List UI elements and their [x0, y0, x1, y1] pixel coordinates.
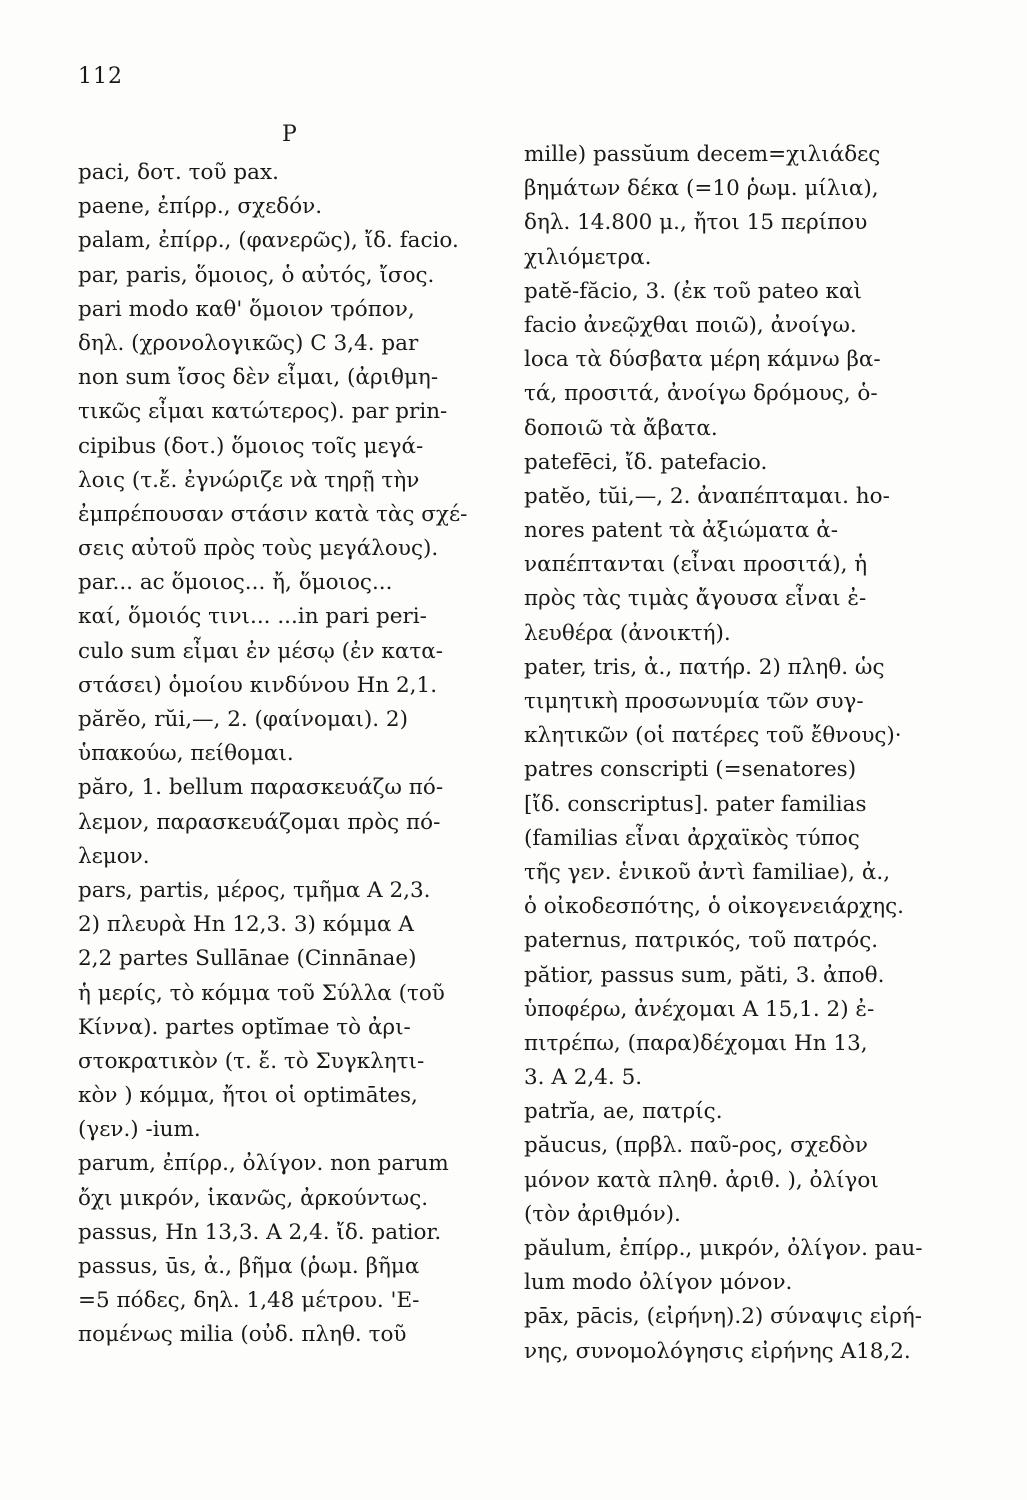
right-column-line: patĕo, tŭi,—, 2. ἀναπέπταμαι. ho-	[524, 483, 890, 509]
left-column-line: λεμον, παρασκευάζομαι πρὸς πό-	[78, 809, 441, 835]
left-column-line: culo sum εἶμαι ἐν μέσῳ (ἐν κατα-	[78, 638, 444, 664]
right-column-line: δοποιῶ τὰ ἄβατα.	[524, 415, 718, 441]
left-column-line: καί, ὅμοιός τινι... ...in pari peri-	[78, 604, 427, 630]
right-column-line: τά, προσιτά, ἀνοίγω δρόμους, ὁ-	[524, 381, 878, 407]
left-column-line: στοκρατικὸν (τ. ἔ. τὸ Συγκλητι-	[78, 1048, 425, 1074]
right-column-line: paternus, πατρικός, τοῦ πατρός.	[524, 928, 879, 954]
right-column-line: patres conscripti (=senatores)	[524, 757, 857, 783]
right-column-line: τιμητικὴ προσωνυμία τῶν συγ-	[524, 689, 864, 714]
right-column	[524, 138, 952, 1369]
right-column-line: πιτρέπω, (παρα)δέχομαι Hn 13,	[524, 1030, 868, 1056]
right-column-line: ναπέπτανται (εἶναι προσιτά), ἡ	[524, 552, 868, 578]
right-column-line: χιλιόμετρα.	[524, 244, 652, 270]
left-column	[78, 156, 498, 1353]
left-column-line: păro, 1. bellum παρασκευάζω πό-	[78, 775, 444, 801]
left-column-line: par... ac ὅμοιος... ἤ, ὅμοιος...	[78, 570, 393, 596]
left-column-line: palam, ἐπίρρ., (φανερῶς), ἴδ. facio.	[78, 228, 459, 254]
right-column-line: pătior, passus sum, păti, 3. ἀποθ.	[524, 962, 885, 988]
left-column-line: paene, ἐπίρρ., σχεδόν.	[78, 194, 323, 220]
page-number: 112	[78, 64, 123, 89]
right-column-line: ὑποφέρω, ἀνέχομαι A 15,1. 2) ἐ-	[524, 996, 875, 1022]
right-column-line: βημάτων δέκα (=10 ῥωμ. μίλια),	[524, 176, 879, 202]
right-column-line: (familias εἶναι ἀρχαϊκὸς τύπος	[524, 825, 860, 851]
left-column-line: σεις αὐτοῦ πρὸς τοὺς μεγάλους).	[78, 536, 439, 562]
left-column-line: πομένως milia (οὐδ. πληθ. τοῦ	[78, 1322, 407, 1348]
left-column-line: passus, Hn 13,3. A 2,4. ἴδ. patior.	[78, 1219, 442, 1245]
right-column-line: [ἴδ. conscriptus]. pater familias	[524, 791, 867, 817]
right-column-line: facio ἀνεῷχθαι ποιῶ), ἀνοίγω.	[524, 312, 857, 338]
left-column-line: λοις (τ.ἔ. ἐγνώριζε νὰ τηρῇ τὴν	[78, 467, 420, 493]
right-column-line: κλητικῶν (οἱ πατέρες τοῦ ἔθνους)·	[524, 723, 902, 749]
left-column-line: στάσει) ὁμοίου κινδύνου Hn 2,1.	[78, 672, 438, 698]
left-column-line: ὑπακούω, πείθομαι.	[78, 741, 294, 767]
right-column-line: patrĭa, ae, πατρίς.	[524, 1099, 723, 1125]
left-column-line: τικῶς εἶμαι κατώτερος). par prin-	[78, 399, 448, 425]
left-column-line: par, paris, ὅμοιος, ὁ αὐτός, ἴσος.	[78, 262, 435, 288]
left-column-line: (γεν.) -ium.	[78, 1117, 201, 1143]
left-column-line: paci, δοτ. τοῦ pax.	[78, 160, 279, 185]
left-column-line: ἐμπρέπουσαν στάσιν κατὰ τὰς σχέ-	[78, 501, 468, 527]
left-column-line: părĕo, rŭi,—, 2. (φαίνομαι). 2)	[78, 707, 408, 732]
left-column-line: passus, ūs, ἀ., βῆμα (ῥωμ. βῆμα	[78, 1254, 420, 1279]
right-column-line: lum modo ὀλίγον μόνον.	[524, 1270, 793, 1296]
left-column-line: 2,2 partes Sullānae (Cinnānae)	[78, 946, 417, 972]
right-column-line: μόνον κατὰ πληθ. ἀριθ. ), ὀλίγοι	[524, 1167, 879, 1193]
right-column-line: patĕ-făcio, 3. (ἐκ τοῦ pateo καὶ	[524, 278, 862, 304]
right-column-line: δηλ. 14.800 μ., ἤτοι 15 περίπου	[524, 210, 868, 236]
left-column-line: 2) πλευρὰ Hn 12,3. 3) κόμμα A	[78, 912, 414, 938]
right-column-line: mille) passŭum decem=χιλιάδες	[524, 142, 881, 167]
left-column-line: cipibus (δοτ.) ὅμοιος τοῖς μεγά-	[78, 433, 424, 459]
left-column-line: ἡ μερίς, τὸ κόμμα τοῦ Σύλλα (τοῦ	[78, 980, 445, 1006]
right-column-line: τῆς γεν. ἑνικοῦ ἀντὶ familiae), ἀ.,	[524, 859, 891, 885]
left-column-line: κὸν ) κόμμα, ἤτοι οἱ optimātes,	[78, 1083, 418, 1109]
right-column-line: nores patent τὰ ἀξιώματα ἀ-	[524, 518, 839, 544]
right-column-line: πρὸς τὰς τιμὰς ἄγουσα εἶναι ἐ-	[524, 586, 867, 612]
left-column-line: Κίννα). partes optĭmae τὸ ἀρι-	[78, 1014, 411, 1040]
left-column-line: ὄχι μικρόν, ἱκανῶς, ἀρκούντως.	[78, 1185, 429, 1211]
left-column-line: pars, partis, μέρος, τμῆμα A 2,3.	[78, 877, 431, 903]
section-letter: P	[282, 122, 297, 147]
right-column-line: νης, συνομολόγησις εἰρήνης A18,2.	[524, 1338, 911, 1364]
right-column-line: ὁ οἰκοδεσπότης, ὁ οἰκογενειάρχης.	[524, 894, 904, 920]
left-column-line: λεμον.	[78, 843, 150, 869]
right-column-line: loca τὰ δύσβατα μέρη κάμνω βα-	[524, 347, 881, 373]
right-column-line: păucus, (πρβλ. παῦ-ρος, σχεδὸν	[524, 1133, 868, 1159]
right-column-line: pāx, pācis, (εἰρήνη).2) σύναψις εἰρή-	[524, 1304, 922, 1330]
left-column-line: δηλ. (χρονολογικῶς) C 3,4. par	[78, 330, 419, 356]
left-column-line: parum, ἐπίρρ., ὀλίγον. non parum	[78, 1151, 449, 1177]
right-column-line: (τὸν ἀριθμόν).	[524, 1201, 681, 1227]
right-column-line: 3. A 2,4. 5.	[524, 1065, 643, 1091]
left-column-line: =5 πόδες, δηλ. 1,48 μέτρου. 'Ε-	[78, 1288, 420, 1314]
right-column-line: pater, tris, ἀ., πατήρ. 2) πληθ. ὡς	[524, 654, 885, 680]
left-column-line: non sum ἴσος δὲν εἶμαι, (ἀριθμη-	[78, 365, 439, 391]
right-column-line: patefēci, ἴδ. patefacio.	[524, 449, 768, 475]
right-column-line: păulum, ἐπίρρ., μικρόν, ὀλίγον. pau-	[524, 1236, 923, 1261]
right-column-line: λευθέρα (ἀνοικτή).	[524, 620, 731, 646]
left-column-line: pari modo καθ' ὅμοιον τρόπον,	[78, 296, 415, 322]
